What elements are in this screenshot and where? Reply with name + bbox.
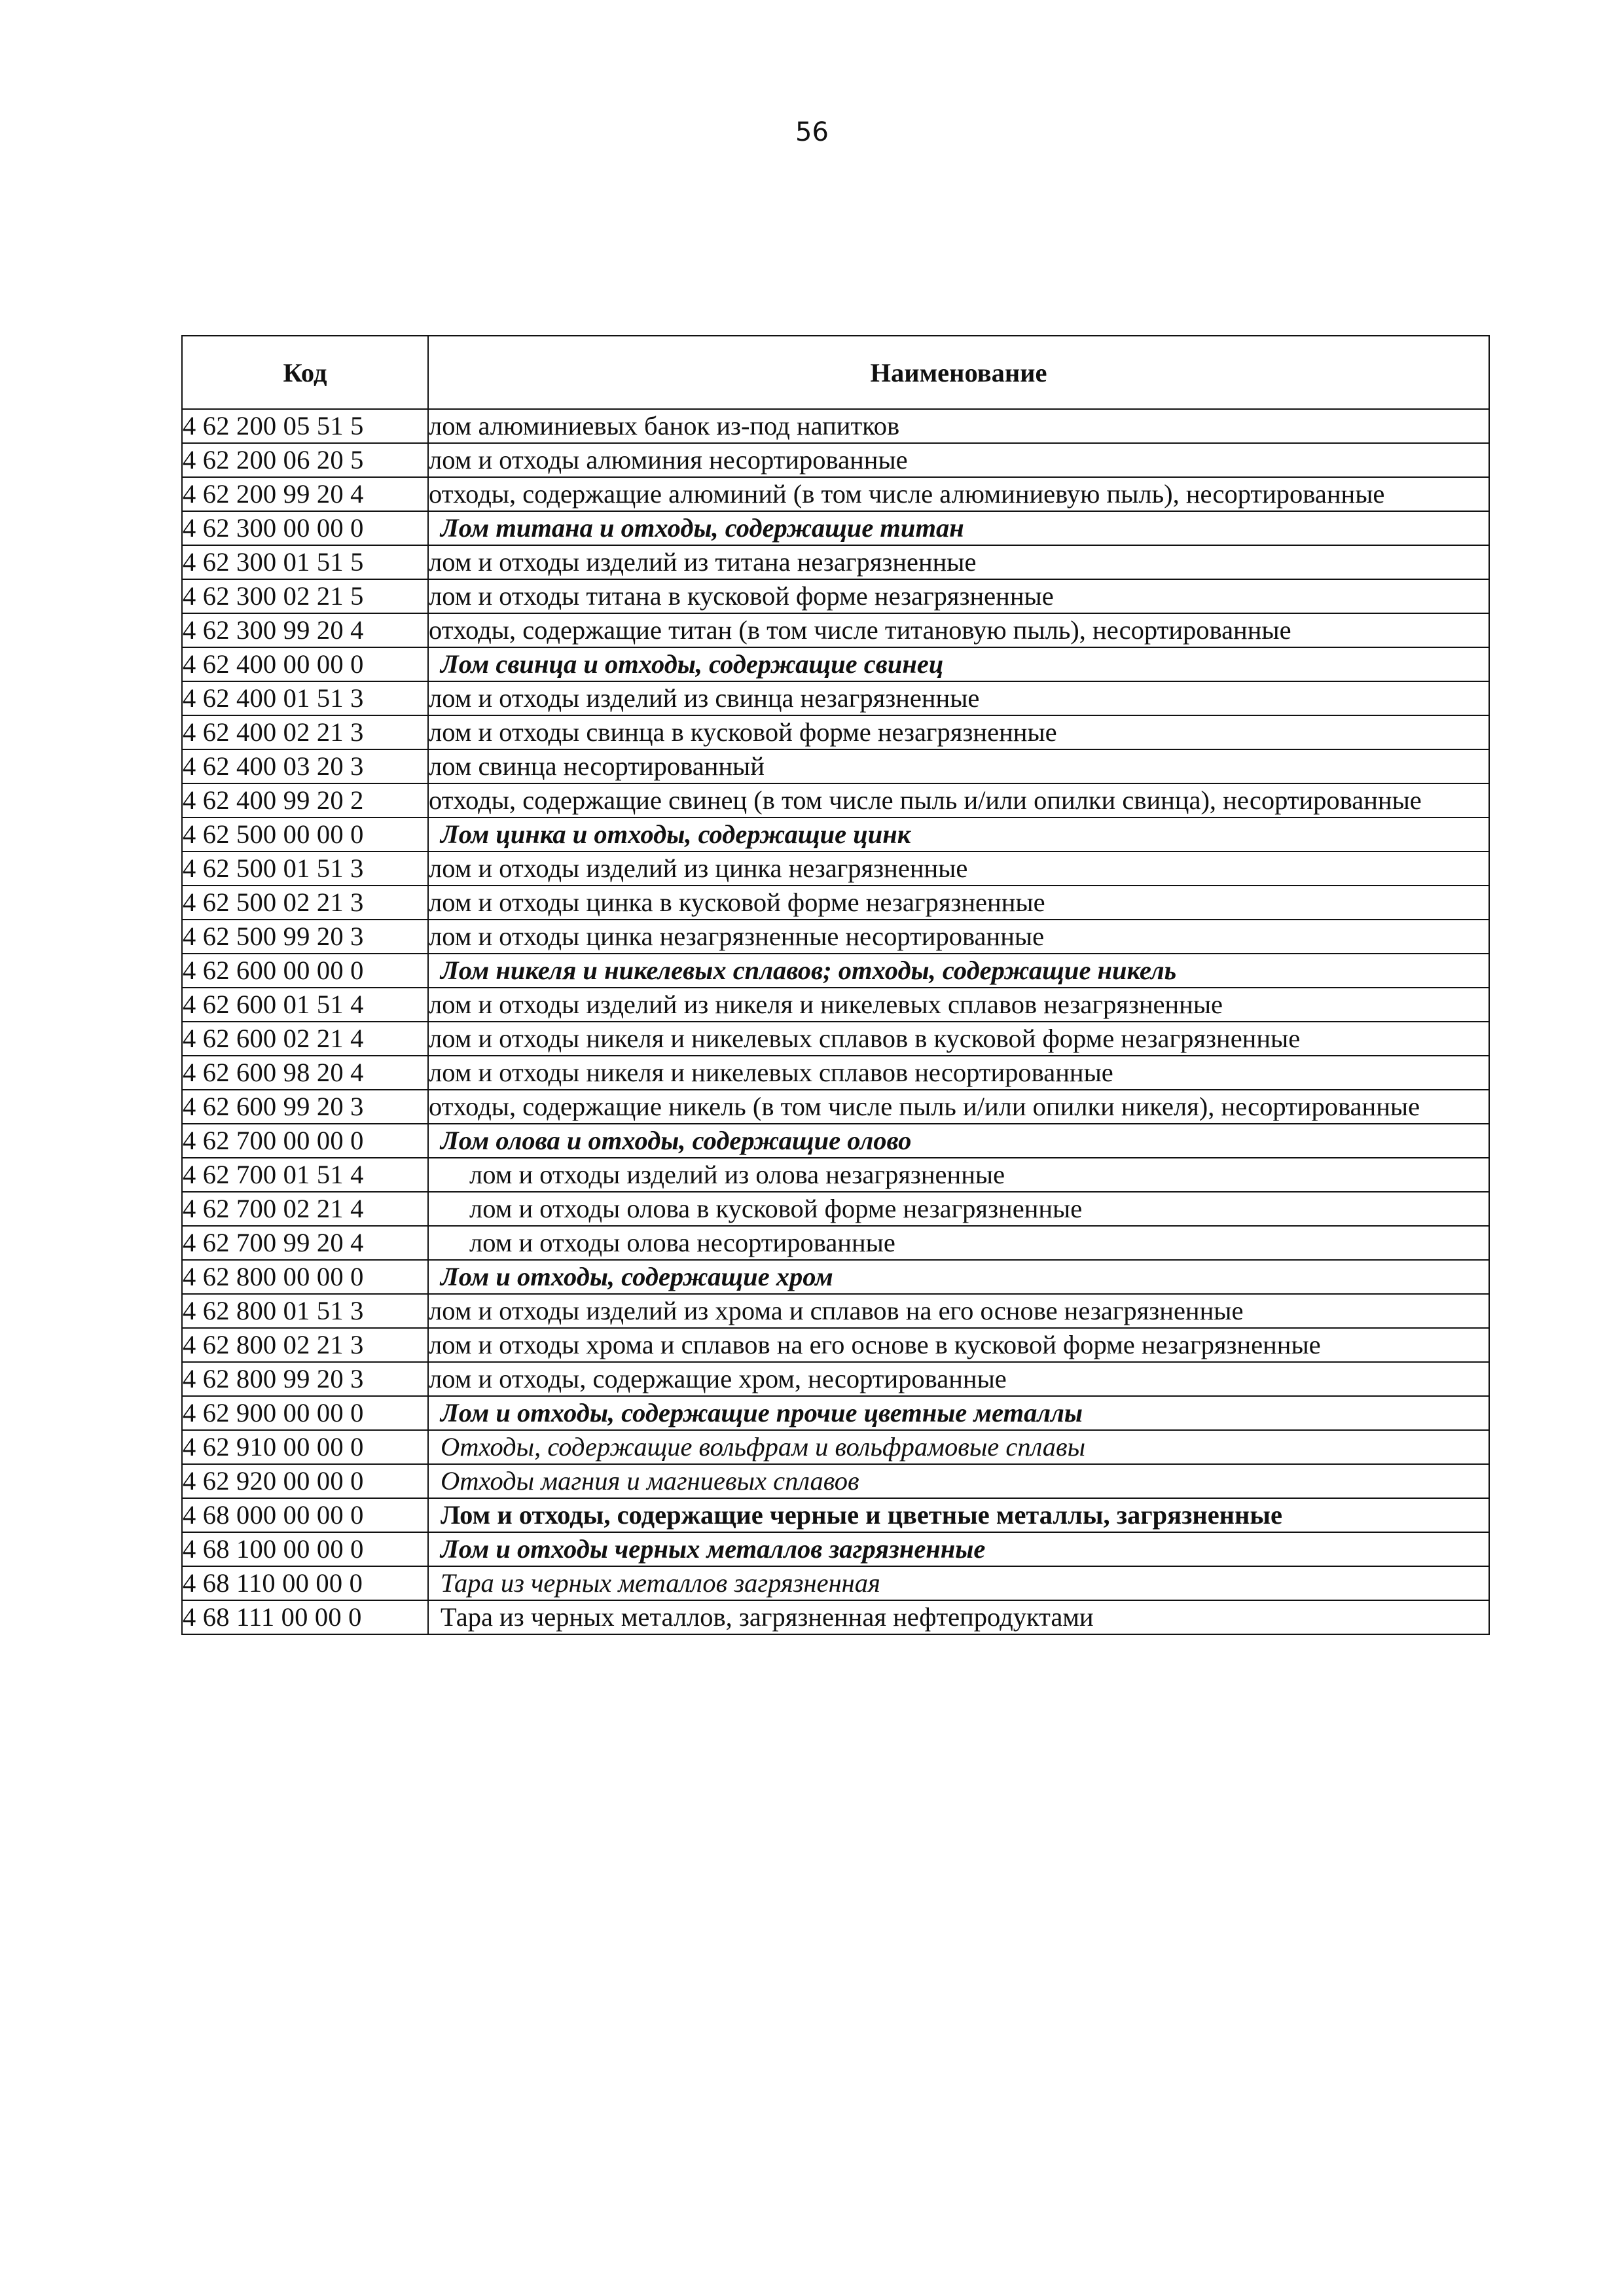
table-row	[182, 1260, 1489, 1294]
table-row	[182, 1362, 1489, 1396]
row-name: Лом и отходы черных металлов загрязненные	[428, 1532, 1489, 1566]
row-code: 4 62 400 00 00 0	[182, 647, 428, 681]
row-name: лом и отходы цинка в кусковой форме незагрязненные	[428, 886, 1489, 920]
table-row	[182, 1600, 1489, 1634]
table-row	[182, 511, 1489, 545]
table-row	[182, 988, 1489, 1022]
table-row	[182, 1532, 1489, 1566]
row-code: 4 62 800 01 51 3	[182, 1294, 428, 1328]
waste-code-table	[181, 335, 1490, 1635]
row-code: 4 62 300 02 21 5	[182, 579, 428, 613]
row-code: 4 68 110 00 00 0	[182, 1566, 428, 1600]
table-header-row	[182, 336, 1489, 409]
table-row	[182, 1430, 1489, 1464]
table-row	[182, 1498, 1489, 1532]
row-code: 4 62 600 02 21 4	[182, 1022, 428, 1056]
row-code: 4 68 000 00 00 0	[182, 1498, 428, 1532]
column-header-code: Код	[182, 336, 428, 409]
row-code: 4 62 920 00 00 0	[182, 1464, 428, 1498]
table-row	[182, 1294, 1489, 1328]
row-name: лом и отходы свинца в кусковой форме незагрязненные	[428, 715, 1489, 749]
row-name: Лом и отходы, содержащие хром	[428, 1260, 1489, 1294]
row-name: лом алюминиевых банок из-под напитков	[428, 409, 1489, 443]
table-row	[182, 1158, 1489, 1192]
row-code: 4 62 800 99 20 3	[182, 1362, 428, 1396]
row-name: лом свинца несортированный	[428, 749, 1489, 783]
table-row	[182, 715, 1489, 749]
row-name: лом и отходы никеля и никелевых сплавов несортированные	[428, 1056, 1489, 1090]
table-row	[182, 545, 1489, 579]
row-name: лом и отходы изделий из хрома и сплавов на его основе незагрязненные	[428, 1294, 1489, 1328]
row-code: 4 62 800 02 21 3	[182, 1328, 428, 1362]
row-name: Лом и отходы, содержащие черные и цветные металлы, загрязненные	[428, 1498, 1489, 1532]
table-row	[182, 1464, 1489, 1498]
row-name: лом и отходы изделий из цинка незагрязненные	[428, 852, 1489, 886]
row-code: 4 62 300 00 00 0	[182, 511, 428, 545]
row-code: 4 62 500 99 20 3	[182, 920, 428, 954]
row-name: лом и отходы цинка незагрязненные несортированные	[428, 920, 1489, 954]
table-row	[182, 749, 1489, 783]
row-code: 4 62 500 02 21 3	[182, 886, 428, 920]
row-code: 4 62 700 01 51 4	[182, 1158, 428, 1192]
row-code: 4 62 700 02 21 4	[182, 1192, 428, 1226]
table-row	[182, 1022, 1489, 1056]
row-name: лом и отходы никеля и никелевых сплавов в кусковой форме незагрязненные	[428, 1022, 1489, 1056]
table-row	[182, 920, 1489, 954]
row-name: Тара из черных металлов, загрязненная нефтепродуктами	[428, 1600, 1489, 1634]
row-code: 4 62 600 98 20 4	[182, 1056, 428, 1090]
table-row	[182, 817, 1489, 852]
table-row	[182, 1192, 1489, 1226]
row-name: Лом свинца и отходы, содержащие свинец	[428, 647, 1489, 681]
row-code: 4 62 300 01 51 5	[182, 545, 428, 579]
row-code: 4 62 600 99 20 3	[182, 1090, 428, 1124]
row-code: 4 62 400 01 51 3	[182, 681, 428, 715]
row-name: лом и отходы олова в кусковой форме незагрязненные	[428, 1192, 1489, 1226]
row-code: 4 62 400 03 20 3	[182, 749, 428, 783]
row-name: лом и отходы изделий из свинца незагрязненные	[428, 681, 1489, 715]
row-name: отходы, содержащие свинец (в том числе пыль и/или опилки свинца), несортированные	[428, 783, 1489, 817]
row-code: 4 62 900 00 00 0	[182, 1396, 428, 1430]
row-name: Тара из черных металлов загрязненная	[428, 1566, 1489, 1600]
row-code: 4 62 600 01 51 4	[182, 988, 428, 1022]
table-row	[182, 1328, 1489, 1362]
row-code: 4 62 200 06 20 5	[182, 443, 428, 477]
row-code: 4 62 910 00 00 0	[182, 1430, 428, 1464]
row-code: 4 62 300 99 20 4	[182, 613, 428, 647]
row-code: 4 62 400 02 21 3	[182, 715, 428, 749]
table-row	[182, 1056, 1489, 1090]
row-name: отходы, содержащие алюминий (в том числе алюминиевую пыль), несортированные	[428, 477, 1489, 511]
table-row	[182, 647, 1489, 681]
row-name: отходы, содержащие титан (в том числе титановую пыль), несортированные	[428, 613, 1489, 647]
row-name: Отходы магния и магниевых сплавов	[428, 1464, 1489, 1498]
row-code: 4 62 500 00 00 0	[182, 817, 428, 852]
table-row	[182, 1090, 1489, 1124]
table-row	[182, 1124, 1489, 1158]
table-row	[182, 579, 1489, 613]
row-name: Лом и отходы, содержащие прочие цветные металлы	[428, 1396, 1489, 1430]
row-code: 4 62 600 00 00 0	[182, 954, 428, 988]
row-name: лом и отходы алюминия несортированные	[428, 443, 1489, 477]
table-row	[182, 1226, 1489, 1260]
page-number: 56	[795, 117, 829, 147]
table-row	[182, 477, 1489, 511]
row-name: Лом титана и отходы, содержащие титан	[428, 511, 1489, 545]
row-code: 4 62 700 00 00 0	[182, 1124, 428, 1158]
row-name: Лом цинка и отходы, содержащие цинк	[428, 817, 1489, 852]
row-code: 4 62 400 99 20 2	[182, 783, 428, 817]
row-name: Отходы, содержащие вольфрам и вольфрамовые сплавы	[428, 1430, 1489, 1464]
row-name: лом и отходы изделий из олова незагрязненные	[428, 1158, 1489, 1192]
row-name: Лом никеля и никелевых сплавов; отходы, содержащие никель	[428, 954, 1489, 988]
table-row	[182, 1566, 1489, 1600]
row-code: 4 68 111 00 00 0	[182, 1600, 428, 1634]
row-code: 4 62 800 00 00 0	[182, 1260, 428, 1294]
row-code: 4 62 700 99 20 4	[182, 1226, 428, 1260]
row-name: лом и отходы олова несортированные	[428, 1226, 1489, 1260]
column-header-name: Наименование	[428, 336, 1489, 409]
row-name: лом и отходы хрома и сплавов на его основе в кусковой форме незагрязненные	[428, 1328, 1489, 1362]
row-name: лом и отходы изделий из никеля и никелевых сплавов незагрязненные	[428, 988, 1489, 1022]
table-body	[182, 409, 1489, 1634]
row-name: лом и отходы изделий из титана незагрязненные	[428, 545, 1489, 579]
table-row	[182, 954, 1489, 988]
row-code: 4 62 200 05 51 5	[182, 409, 428, 443]
table-row	[182, 783, 1489, 817]
row-name: лом и отходы титана в кусковой форме незагрязненные	[428, 579, 1489, 613]
table-row	[182, 852, 1489, 886]
row-name: Лом олова и отходы, содержащие олово	[428, 1124, 1489, 1158]
table-row	[182, 613, 1489, 647]
row-name: отходы, содержащие никель (в том числе пыль и/или опилки никеля), несортированные	[428, 1090, 1489, 1124]
table-row	[182, 886, 1489, 920]
row-name: лом и отходы, содержащие хром, несортированные	[428, 1362, 1489, 1396]
table-row	[182, 1396, 1489, 1430]
table-row	[182, 681, 1489, 715]
table-row	[182, 409, 1489, 443]
row-code: 4 62 500 01 51 3	[182, 852, 428, 886]
row-code: 4 62 200 99 20 4	[182, 477, 428, 511]
table-row	[182, 443, 1489, 477]
row-code: 4 68 100 00 00 0	[182, 1532, 428, 1566]
